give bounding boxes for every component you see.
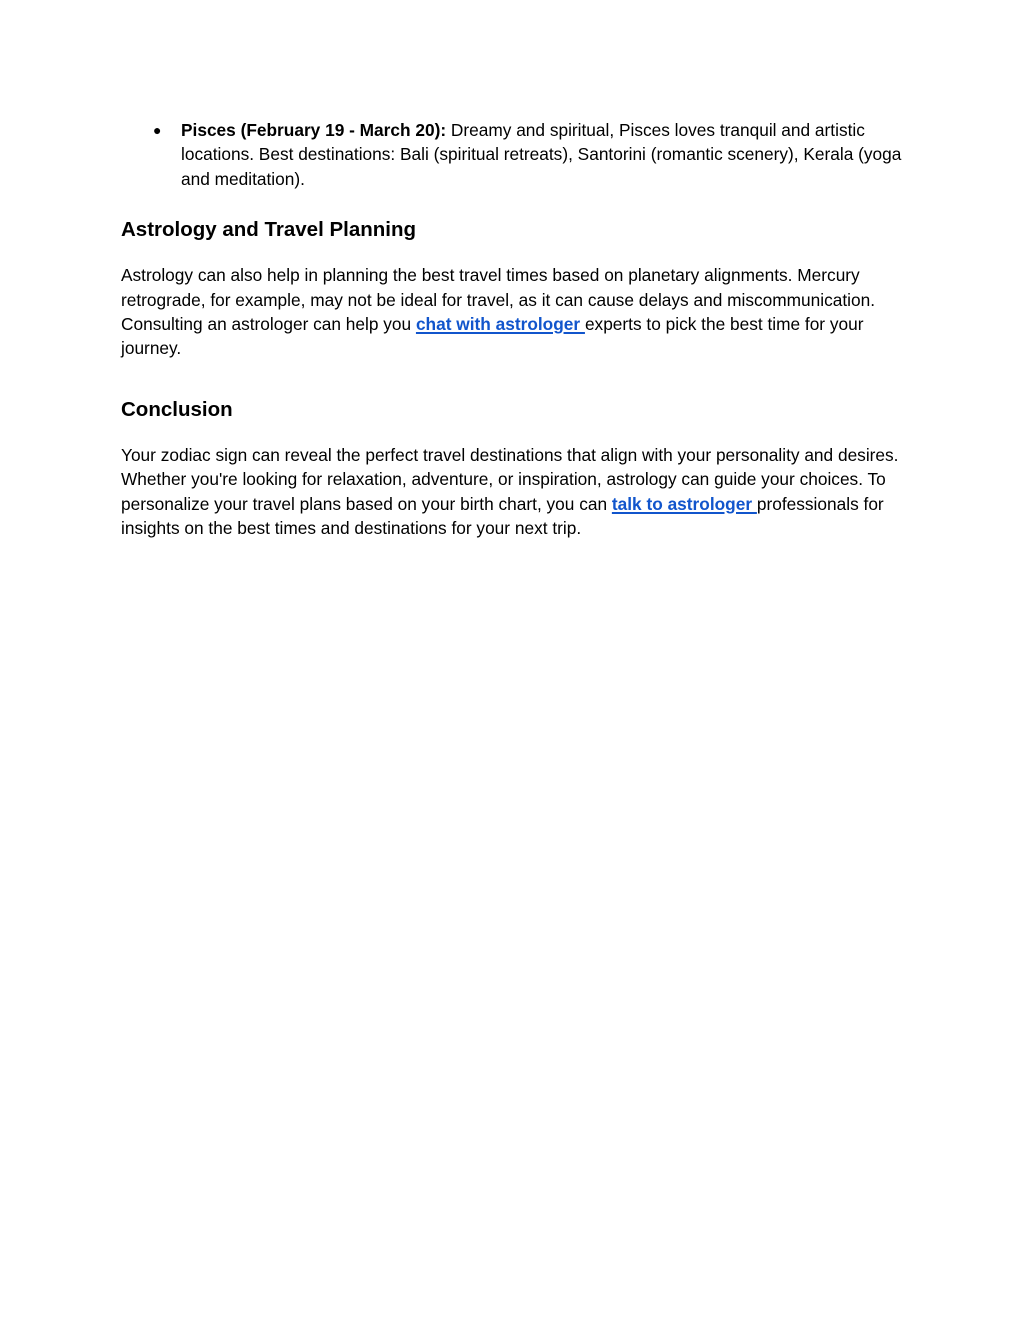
heading-travel-planning: Astrology and Travel Planning: [121, 218, 417, 242]
list-item-pisces: [121, 118, 911, 191]
conclusion-text-before: Your zodiac sign can reveal the perfect travel destinations that align with your personality and desires. Whether you're looking for relaxation, adventure, or inspiration, astrology can guide your choices. To personalize your travel plans based on your birth chart, you can: [121, 444, 899, 514]
pisces-description: Dreamy and spiritual, Pisces loves tranquil and artistic locations. Best destinations: Bali (spiritual retreats), Santorini (romantic scenery), Kerala (yoga and meditation).: [181, 120, 902, 189]
list-item-text: [181, 118, 911, 191]
bullet-icon: ●: [153, 122, 162, 138]
planning-text-before: Astrology can also help in planning the best travel times based on planetary alignments. Mercury retrograde, for example, may not be ideal for travel, as it can cause delays and miscommunication. Consulting an astrologer can help you: [121, 265, 876, 335]
document-content: [121, 118, 911, 540]
conclusion-text-after: professionals for insights on the best times and destinations for your next trip.: [121, 493, 884, 539]
chat-with-astrologer-link[interactable]: chat with astrologer: [415, 314, 585, 335]
heading-conclusion: Conclusion: [121, 397, 233, 421]
paragraph-travel-planning: [121, 263, 911, 361]
planning-text-after: experts to pick the best time for your journey.: [121, 314, 864, 359]
paragraph-conclusion: [121, 443, 911, 541]
talk-to-astrologer-link[interactable]: talk to astrologer: [611, 493, 757, 514]
pisces-label: Pisces (February 19 - March 20):: [181, 120, 447, 140]
